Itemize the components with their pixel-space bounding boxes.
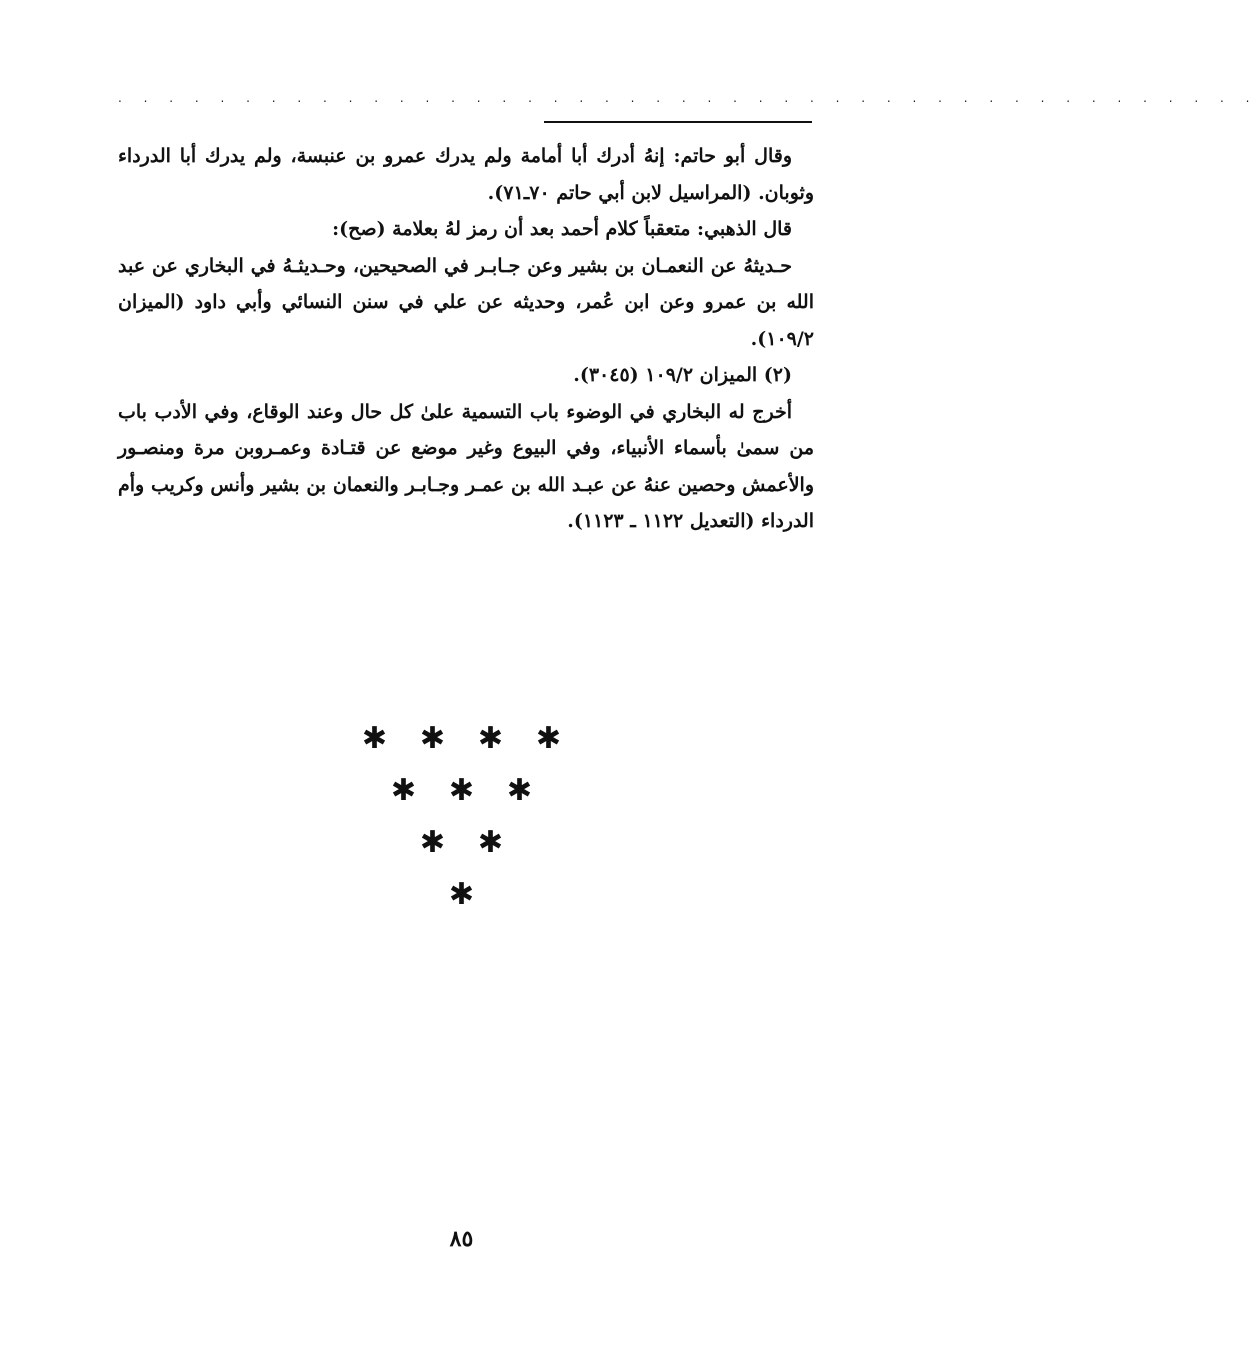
asterisk-icon: ✱ bbox=[361, 720, 388, 756]
asterism-row bbox=[0, 764, 923, 816]
footnotes-block bbox=[118, 138, 814, 540]
asterisk-icon: ✱ bbox=[448, 876, 475, 912]
footnote-hadith: حـديثهُ عن النعمـان بن بشير وعن جـابـر في الصحيحين، وحـديثـهُ في البخاري عن عبد الله بن عمرو وعن ابن عُمر، وحديثه عن علي في سنن النسائي وأبي داود (الميزان ١٠٩/٢). bbox=[118, 254, 814, 350]
asterism-ornament bbox=[0, 712, 923, 920]
asterism-row bbox=[0, 816, 923, 868]
page-number: ٨٥ bbox=[449, 1226, 474, 1252]
asterism-row bbox=[0, 868, 923, 920]
asterisk-icon: ✱ bbox=[419, 720, 446, 756]
footnote-separator bbox=[544, 121, 812, 123]
header-dotted-rule: . . . . . . . . . . . . . . . . . . . . . . . . . . . . . . . . . . . . . . . . . . . . . bbox=[118, 91, 1259, 105]
asterisk-icon: ✱ bbox=[477, 824, 504, 860]
footnote-2: (٢) الميزان ١٠٩/٢ (٣٠٤٥). bbox=[573, 364, 792, 386]
asterisk-icon: ✱ bbox=[535, 720, 562, 756]
asterism-row bbox=[0, 712, 923, 764]
asterisk-icon: ✱ bbox=[448, 772, 475, 808]
footnote-abu-hatim: وقال أبو حاتم: إنهُ أدرك أبا أمامة ولم يدرك عمرو بن عنبسة، ولم يدرك أبا الدرداء وثوبان. (المراسيل لابن أبي حاتم ٧٠ـ٧١). bbox=[118, 145, 814, 204]
footnote-bukhari: أخرج له البخاري في الوضوء باب التسمية علىٰ كل حال وعند الوقاع، وفي الأدب باب من سمىٰ بأسماء الأنبياء، وفي البيوع وغير موضع عن قتـادة وعمـروبن مرة ومنصـور والأعمش وحصين عنهُ عن عبـد الله بن عمـر وجـابـر والنعمان بن بشير وأنس وكريب وأم الدرداء (التعديل ١١٢٢ ـ ١١٢٣). bbox=[118, 400, 814, 532]
asterisk-icon: ✱ bbox=[506, 772, 533, 808]
asterisk-icon: ✱ bbox=[419, 824, 446, 860]
asterisk-icon: ✱ bbox=[390, 772, 417, 808]
asterisk-icon: ✱ bbox=[477, 720, 504, 756]
footnote-dhahabi: قال الذهبي: متعقباً كلام أحمد بعد أن رمز لهُ بعلامة (صح): bbox=[332, 218, 792, 240]
